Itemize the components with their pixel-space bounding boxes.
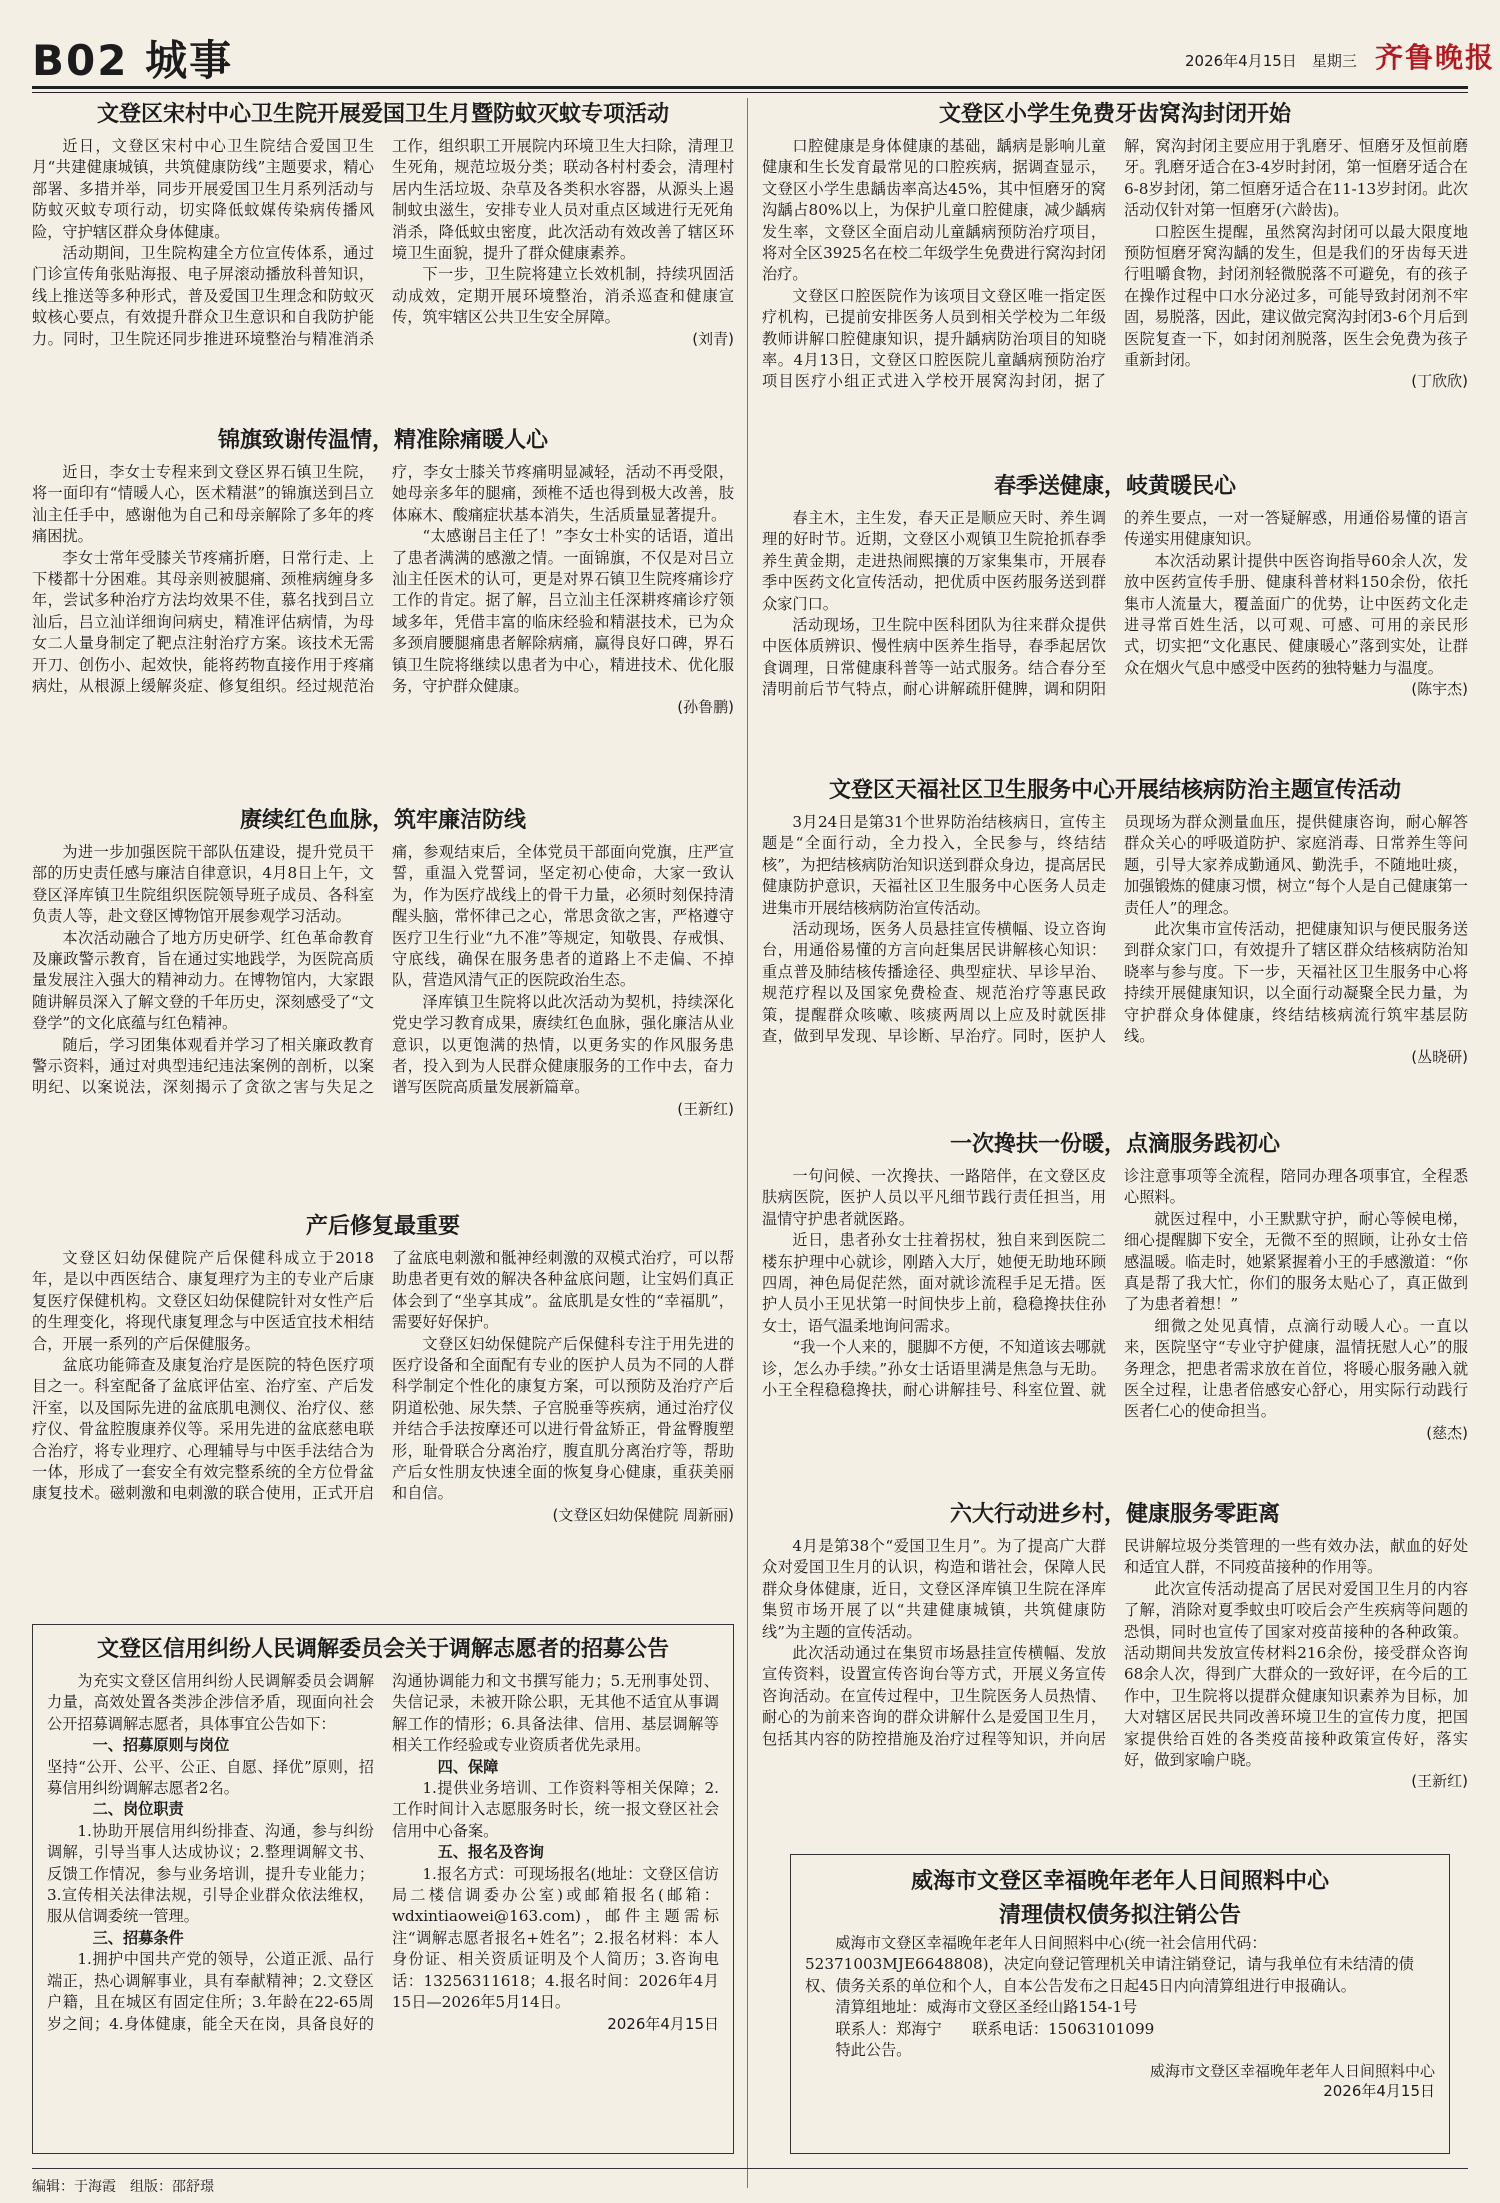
byline: (孙鲁鹏) (677, 698, 734, 717)
article-aiwei (32, 100, 734, 350)
article-body: 近日，文登区宋村中心卫生院结合爱国卫生月“共建健康城镇，共筑健康防线”主题要求，精心部署、多措并举，同步开展爱国卫生月系列活动与防蚊灭蚊专项行动，切实降低蚊媒传染病传播风险，守护辖区群众身体健康。 活动期间，卫生院构建全方位宣传体系，通过门诊宣传角张贴海报、电子屏滚动播放科普知识，线上推送等多种形式，普及爱国卫生理念和防蚊灭蚊核心要点，有效提升群众卫生意识和自我防护能力。同时，卫生院还同步推进环境整治与精准消杀工作，组织职工开展院内环境卫生大扫除，清理卫生死角，规范垃圾分类；联动各村村委会，清理村居内生活垃圾、杂草及各类积水容器，从源头上遏制蚊虫滋生，安排专业人员对重点区域进行无死角消杀，降低蚊虫密度，此次活动有效改善了辖区环境卫生面貌，提升了群众健康素养。 下一步，卫生院将建立长效机制，持续巩固活动成效，定期开展环境整治，消杀巡查和健康宣传，筑牢辖区公共卫生安全屏障。 (刘青) (32, 137, 734, 348)
article-body: 春主木，主生发，春天正是顺应天时、养生调理的好时节。近期，文登区小观镇卫生院抢抓春季养生黄金期，走进热闹熙攘的万家集集市，开展春季中医药文化宣传活动，把优质中医药服务送到群众家门口。 活动现场，卫生院中医科团队为往来群众提供中医体质辨识、慢性病中医养生指导，春季起居饮食调理，日常健康科普等一站式服务。结合春分至清明前后节气特点，耐心讲解疏肝健脾，调和阴阳的养生要点，一对一答疑解惑，用通俗易懂的语言传递实用健康知识。 本次活动累计提供中医咨询指导60余人次，发放中医药宣传手册、健康科普材料150余份，依托集市人流量大，覆盖面广的优势，让中医药文化走进寻常百姓生活，以可观、可感、可用的亲民形式，切实把“文化惠民、健康暖心”落到实处，让群众在烟火气息中感受中医药的独特魅力与温度。 (陈宇杰) (762, 509, 1468, 699)
article-body: 3月24日是第31个世界防治结核病日，宣传主题是“全面行动，全力投入，全民参与，终结结核”，为把结核病防治知识送到群众身边，提高居民健康防护意识，天福社区卫生服务中心医务人员走进集市开展结核病防治宣传活动。 活动现场，医务人员悬挂宣传横幅、设立咨询台，用通俗易懂的方言向赶集居民讲解核心知识：重点普及肺结核传播途径、典型症状、早诊早治、规范疗程以及国家免费检查、规范治疗等惠民政策，提醒群众咳嗽、咳痰两周以上应及时就医排查，做到早发现、早诊断、早治疗。同时，医护人员现场为群众测量血压，提供健康咨询，耐心解答群众关心的呼吸道防护、家庭消毒、日常养生等问题，引导大家养成勤通风、勤洗手，不随地吐痰，加强锻炼的健康习惯，树立“每个人是自己健康第一责任人”的理念。 此次集市宣传活动，把健康知识与便民服务送到群众家门口，有效提升了辖区群众结核病防治知晓率与参与度。下一步，天福社区卫生服务中心将持续开展健康知识，以全面行动凝聚全民力量，为守护群众身体健康，终结结核病流行筑牢基层防线。 (丛晓研) (762, 813, 1468, 1067)
byline: (慈杰) (1426, 1423, 1468, 1442)
article-title: 六大行动进乡村，健康服务零距离 (949, 1502, 1280, 1527)
footer-credits: 编辑：于海霞 组版：邵舒璟 (32, 2179, 214, 2195)
article-jinqi (32, 426, 734, 717)
article-yachi (762, 100, 1468, 393)
article-chanhou (32, 1212, 734, 1525)
notice-body: 威海市文登区幸福晚年老年人日间照料中心(统一社会信用代码：52371003MJE6648808)，决定向登记管理机关申请注销登记，请与我单位有未结清的债权、债务关系的单位和个人，自本公告发布之日起45日内向清算组进行申报确认。 清算组地址：威海市文登区圣经山路154-1号 联系人：郑海宁 联系电话：15063101099 特此公告。 威海市文登区幸福晚年老年人日间照料中心 2026年4月15日 (805, 1934, 1435, 2101)
notice-volunteer (32, 1624, 734, 2154)
article-title: 文登区宋村中心卫生院开展爱国卫生月暨防蚊灭蚊专项活动 (96, 102, 669, 127)
notice-title: 文登区信用纠纷人民调解委员会关于调解志愿者的招募公告 (96, 1637, 669, 1662)
article-body: 口腔健康是身体健康的基础，龋病是影响儿童健康和生长发育最常见的口腔疾病，据调查显示，文登区小学生患龋齿率高达45%，其中恒磨牙的窝沟龋占80%以上，为保护儿童口腔健康，减少龋病发生率，文登区全面启动儿童龋病预防治疗项目，将对全区3925名在校二年级学生免费进行窝沟封闭治疗。 文登区口腔医院作为该项目文登区唯一指定医疗机构，已提前安排医务人员到相关学校为二年级教师讲解口腔健康知识，提升龋病防治项目的知晓率。4月13日，文登区口腔医院儿童龋病预防治疗项目医疗小组正式进入学校开展窝沟封闭，据了解，窝沟封闭主要应用于乳磨牙、恒磨牙及恒前磨牙。乳磨牙适合在3-4岁时封闭，第一恒磨牙适合在6-8岁封闭，第二恒磨牙适合在11-13岁封闭。此次活动仅针对第一恒磨牙(六龄齿)。 口腔医生提醒，虽然窝沟封闭可以最大限度地预防恒磨牙窝沟龋的发生，但是我们的牙齿每天进行咀嚼食物，封闭剂轻微脱落不可避免，有的孩子在操作过程中口水分泌过多，可能导致封闭剂不牢固，易脱落，因此，建议做完窝沟封闭3-6个月后到医院复查一下，如封闭剂脱落，医生会免费为孩子重新封闭。 (丁欣欣) (762, 137, 1468, 391)
notice-cancellation (790, 1854, 1450, 2154)
notice-title-line2: 清理债权债务拟注销公告 (998, 1903, 1241, 1928)
section-title: B02 城事 (32, 36, 234, 85)
notice-body: 为充实文登区信用纠纷人民调解委员会调解力量，高效处置各类涉企涉信矛盾，现面向社会公开招募调解志愿者，具体事宜公告如下： 一、招募原则与岗位 坚持“公开、公平、公正、自愿、择优”原则，招募信用纠纷调解志愿者2名。 二、岗位职责 1.协助开展信用纠纷排查、沟通，参与纠纷调解，引导当事人达成协议；2.整理调解文书、反馈工作情况，参与业务培训，提升专业能力；3.宣传相关法律法规，引导企业群众依法维权，服从信调委统一管理。 三、招募条件 1.拥护中国共产党的领导，公道正派、品行端正，热心调解事业，具有奉献精神；2.文登区户籍，且在城区有固定住所；3.年龄在22-65周岁之间；4.身体健康，能全天在岗，具备良好的沟通协调能力和文书撰写能力；5.无刑事处罚、失信记录，未被开除公职，无其他不适宜从事调解工作的情形；6.具备法律、信用、基层调解等相关工作经验或专业资质者优先录用。 四、保障 1.提供业务培训、工作资料等相关保障；2.工作时间计入志愿服务时长，统一报文登区社会信用中心备案。 五、报名及咨询 1.报名方式：可现场报名(地址：文登区信访局二楼信调委办公室)或邮箱报名(邮箱：wdxintiaowei@163.com)，邮件主题需标注“调解志愿者报名+姓名”；2.报名材料：本人身份证、相关资质证明及个人简历；3.咨询电话：13256311618；4.报名时间：2026年4月15日—2026年5月14日。 2026年4月15日 (47, 1672, 719, 2033)
article-body: 为进一步加强医院干部队伍建设，提升党员干部的历史责任感与廉洁自律意识，4月8日上午，文登区泽库镇卫生院组织医院领导班子成员、各科室负责人等，赴文登区博物馆开展参观学习活动。 本次活动融合了地方历史研学、红色革命教育及廉政警示教育，旨在通过实地践学，为医院高质量发展注入强大的精神动力。在博物馆内，大家跟随讲解员深入了解文登的千年历史，深刻感受了“文登学”的文化底蕴与红色精神。 随后，学习团集体观看并学习了相关廉政教育警示资料，通过对典型违纪违法案例的剖析，以案明纪、以案说法，深刻揭示了贪欲之害与失足之痛，参观结束后，全体党员干部面向党旗，庄严宣誓，重温入党誓词，坚定初心使命，大家一致认为，作为医疗战线上的骨干力量，必须时刻保持清醒头脑，常怀律己之心，常思贪欲之害，严格遵守医疗卫生行业“九不准”等规定，知敬畏、存戒惧、守底线，确保在服务患者的道路上不走偏、不掉队，营造风清气正的医院政治生态。 泽库镇卫生院将以此次活动为契机，持续深化党史学习教育成果，赓续红色血脉，强化廉洁从业意识，以更饱满的热情，以更务实的作风服务患者，投入到为人民群众健康服务的工作中去，奋力谱写医院高质量发展新篇章。 (王新红) (32, 843, 734, 1118)
article-title: 产后修复最重要 (305, 1214, 460, 1239)
newspaper-logo: 齐鲁晚报 (1375, 41, 1496, 74)
footer-rule (32, 2168, 1468, 2169)
byline: (陈宇杰) (1411, 680, 1468, 699)
article-lianjie (32, 806, 734, 1119)
header-rule-thin (32, 92, 1468, 93)
notice-signer: 威海市文登区幸福晚年老年人日间照料中心 (1149, 2062, 1435, 2081)
article-title: 文登区天福社区卫生服务中心开展结核病防治主题宣传活动 (828, 778, 1401, 803)
article-title: 春季送健康，岐黄暖民心 (993, 474, 1236, 499)
byline: (刘青) (692, 329, 734, 348)
issue-date: 2026年4月15日 星期三 (1185, 52, 1357, 70)
byline: (王新红) (1411, 1772, 1468, 1791)
article-body: 4月是第38个“爱国卫生月”。为了提高广大群众对爱国卫生月的认识，构造和谐社会，保障人民群众身体健康，近日，文登区泽库镇卫生院在泽库集贸市场开展了以“共建健康城镇，共筑健康防线”为主题的宣传活动。 此次活动通过在集贸市场悬挂宣传横幅、发放宣传资料，设置宣传咨询台等方式，开展义务宣传咨询活动。在宣传过程中，卫生院医务人员热情、耐心的为前来咨询的群众讲解什么是爱国卫生月，包括其内容的防控措施及治疗过程等知识，并向居民讲解垃圾分类管理的一些有效办法，献血的好处和适宜人群，不同疫苗接种的作用等。 此次宣传活动提高了居民对爱国卫生月的内容了解，消除对夏季蚊虫叮咬后会产生疾病等问题的恐惧，同时也宣传了国家对疫苗接种的各种政策。活动期间共发放宣传材料216余份，接受群众咨询68余人次，得到广大群众的一致好评，在今后的工作中，卫生院将以提群众健康知识素养为目标，加大对辖区居民共同改善环境卫生的宣传力度，把国家提供给百姓的各类疫苗接种政策宣传好，落实好，做到家喻户晓。 (王新红) (762, 1537, 1468, 1791)
article-chunji (762, 472, 1468, 701)
article-title: 文登区小学生免费牙齿窝沟封闭开始 (938, 102, 1291, 127)
article-body: 文登区妇幼保健院产后保健科成立于2018年，是以中西医结合、康复理疗为主的专业产后康复医疗保健机构。文登区妇幼保健院针对女性产后的生理变化，将现代康复理念与中医适宜技术相结合，开展一系列的产后保健服务。 盆底功能筛查及康复治疗是医院的特色医疗项目之一。科室配备了盆底评估室、治疗室、产后发汗室，以及国际先进的盆底肌电测仪、治疗仪、慈疗仪、骨盆腔腹康养仪等。采用先进的盆底慈电联合治疗，将专业理疗、心理辅导与中医手法结合为一体，形成了一套安全有效完整系统的全方位骨盆康复技术。磁刺激和电刺激的联合使用，正式开启了盆底电刺激和骶神经刺激的双模式治疗，可以帮助患者更有效的解决各种盆底问题，让宝妈们真正体会到了“坐享其成”。盆底肌是女性的“幸福肌”，需要好好保护。 文登区妇幼保健院产后保健科专注于用先进的医疗设备和全面配有专业的医护人员为不同的人群科学制定个性化的康复方案，可以预防及治疗产后阴道松弛、尿失禁、子宫脱垂等疾病，通过治疗仪并结合手法按摩还可以进行骨盆矫正，骨盆臀腹塑形，耻骨联合分离治疗，腹直肌分离治疗等，帮助产后女性朋友快速全面的恢复身心健康，重获美丽和自信。 (文登区妇幼保健院 周新丽) (32, 1249, 734, 1524)
article-title: 一次搀扶一份暖，点滴服务践初心 (949, 1132, 1280, 1157)
notice-sign-date: 2026年4月15日 (1323, 2082, 1435, 2101)
notice-date: 2026年4月15日 (607, 2014, 719, 2033)
article-body: 近日，李女士专程来到文登区界石镇卫生院，将一面印有“情暖人心，医术精湛”的锦旗送到吕立汕主任手中，感谢他为自己和母亲解除了多年的疼痛困扰。 李女士常年受膝关节疼痛折磨，日常行走、上下楼都十分困难。其母亲则被腿痛、颈椎病缠身多年，尝试多种治疗方法均效果不佳，慕名找到吕立汕后，吕立汕详细询问病史，精准评估病情，为母女二人量身制定了靶点注射治疗方案。该技术无需开刀、创伤小、起效快，能将药物直接作用于疼痛病灶，从根源上缓解炎症、修复组织。经过规范治疗，李女士膝关节疼痛明显减轻，活动不再受限，她母亲多年的腿痛，颈椎不适也得到极大改善，肢体麻木、酸痛症状基本消失，生活质量显著提升。 “太感谢吕主任了！”李女士朴实的话语，道出了患者满满的感激之情。一面锦旗，不仅是对吕立汕主任医术的认可，更是对界石镇卫生院疼痛诊疗工作的肯定。据了解，吕立汕主任深耕疼痛诊疗领域多年，凭借丰富的临床经验和精湛技术，已为众多颈肩腰腿痛患者解除病痛，赢得良好口碑，界石镇卫生院将继续以患者为中心，精进技术、优化服务，守护群众健康。 (孙鲁鹏) (32, 463, 734, 717)
article-title: 赓续红色血脉，筑牢廉洁防线 (239, 808, 526, 833)
byline: (丛晓研) (1411, 1048, 1468, 1067)
byline: (王新红) (677, 1099, 734, 1118)
byline: (丁欣欣) (1411, 372, 1468, 391)
byline: (文登区妇幼保健院 周新丽) (552, 1505, 734, 1524)
article-body: 一句问候、一次搀扶、一路陪伴，在文登区皮肤病医院，医护人员以平凡细节践行责任担当，用温情守护患者就医路。 近日，患者孙女士拄着拐杖，独自来到医院二楼东护理中心就诊，刚踏入大厅，她便无助地环顾四周，神色局促茫然，面对就诊流程手足无措。医护人员小王见状第一时间快步上前，稳稳搀扶住孙女士，语气温柔地询问需求。 “我一个人来的，腿脚不方便，不知道该去哪就诊，怎么办手续。”孙女士话语里满是焦急与无助。小王全程稳稳搀扶，耐心讲解挂号、科室位置、就诊注意事项等全流程，陪同办理各项事宜，全程悉心照料。 就医过程中，小王默默守护，耐心等候电梯，细心提醒脚下安全，无微不至的照顾，让孙女士倍感温暖。临走时，她紧紧握着小王的手感激道：“你真是帮了我大忙，你们的服务太贴心了，真正做到了为患者着想！” 细微之处见真情，点滴行动暖人心。一直以来，医院坚守“专业守护健康，温情抚慰人心”的服务理念，把患者需求放在首位，将暖心服务融入就医全过程，让患者倍感安心舒心，用实际行动践行医者仁心的使命担当。 (慈杰) (762, 1167, 1468, 1442)
article-title: 锦旗致谢传温情，精准除痛暖人心 (217, 428, 548, 453)
notice-title-line1: 威海市文登区幸福晚年老年人日间照料中心 (910, 1869, 1329, 1894)
article-jiehe (762, 776, 1468, 1067)
article-chanfu (762, 1130, 1468, 1443)
column-divider (747, 98, 748, 2188)
header-rule (32, 86, 1468, 89)
article-liuda (762, 1500, 1468, 1791)
